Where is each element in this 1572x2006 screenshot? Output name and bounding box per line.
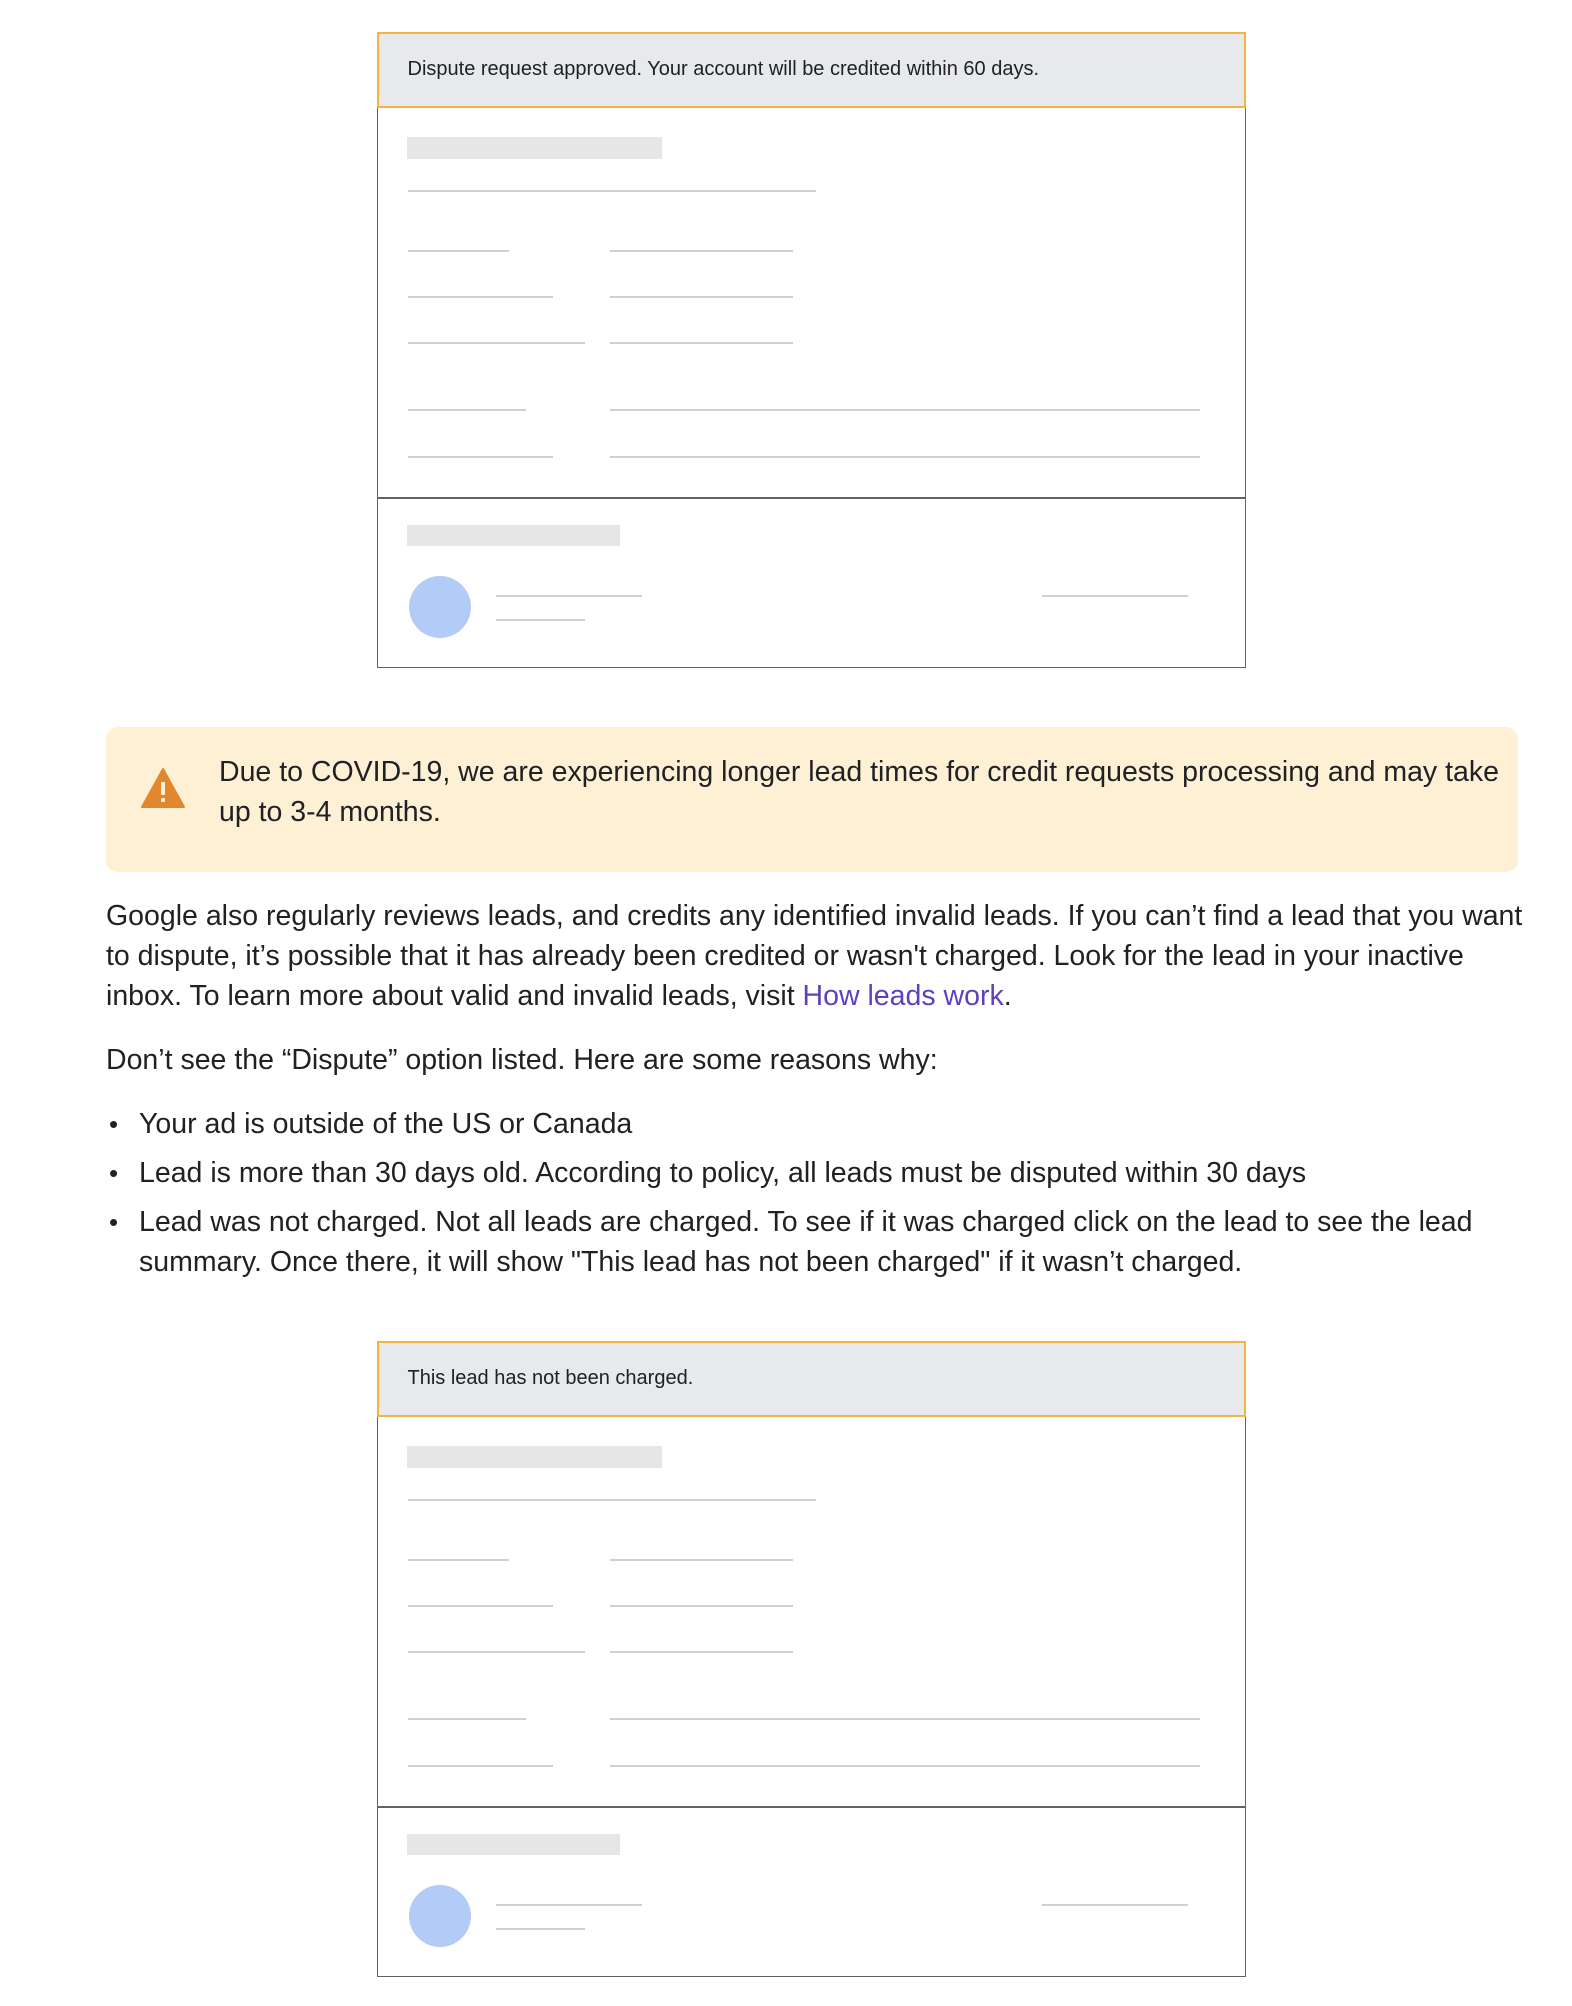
card-divider — [378, 1806, 1245, 1808]
placeholder-line — [408, 190, 816, 192]
placeholder-line — [408, 456, 553, 458]
list-item: • Your ad is outside of the US or Canada — [106, 1104, 1526, 1144]
list-item: • Lead is more than 30 days old. According to policy, all leads must be disputed within 30 days — [106, 1153, 1526, 1193]
placeholder-line — [408, 1651, 585, 1653]
card-divider — [378, 497, 1245, 499]
placeholder-line — [408, 409, 526, 411]
warning-triangle-icon — [140, 767, 186, 809]
placeholder-line — [610, 250, 793, 252]
placeholder-line — [496, 1904, 642, 1906]
placeholder-line — [408, 1499, 816, 1501]
lead-summary-card-approved — [377, 32, 1246, 668]
placeholder-line — [408, 1718, 526, 1720]
invalid-leads-paragraph — [106, 896, 1526, 1016]
placeholder-line — [496, 595, 642, 597]
callout-text: Due to COVID-19, we are experiencing longer lead times for credit requests processing and may take up to 3-4 months. — [219, 756, 1499, 828]
placeholder-line — [408, 342, 585, 344]
placeholder-line — [610, 409, 1200, 411]
placeholder-line — [408, 296, 553, 298]
banner-text: Dispute request approved. Your account will be credited within 60 days. — [407, 58, 1039, 80]
placeholder-title — [407, 1446, 662, 1468]
placeholder-line — [610, 1605, 793, 1607]
paragraph-text: Google also regularly reviews leads, and credits any identified invalid leads. If you can’t find a lead that you want to dispute, it’s possible that it has already been credited or wasn't charged. Look for the lead in your inactive inbox. To learn more about valid and invalid leads, visit — [106, 900, 1523, 1012]
avatar — [409, 1885, 471, 1947]
placeholder-line — [610, 1651, 793, 1653]
placeholder-line — [408, 1765, 553, 1767]
not-charged-banner — [377, 1341, 1246, 1417]
placeholder-line — [610, 1559, 793, 1561]
covid-notice-callout — [106, 727, 1518, 872]
placeholder-title — [407, 137, 662, 159]
paragraph-end: . — [1003, 980, 1012, 1012]
placeholder-line — [408, 250, 509, 252]
placeholder-line — [1042, 1904, 1188, 1906]
placeholder-line — [610, 342, 793, 344]
avatar — [409, 576, 471, 638]
list-item: • Lead was not charged. Not all leads are charged. To see if it was charged click on the lead to see the lead summary. Once there, it will show "This lead has not been charged" if it wasn’t charged. — [106, 1202, 1526, 1282]
reasons-list — [106, 1104, 1526, 1291]
banner-text: This lead has not been charged. — [407, 1367, 694, 1389]
placeholder-line — [408, 1605, 553, 1607]
placeholder-line — [610, 456, 1200, 458]
placeholder-line — [610, 296, 793, 298]
placeholder-section-title — [407, 1834, 620, 1855]
how-leads-work-link[interactable]: How leads work — [802, 980, 1004, 1012]
placeholder-line — [496, 619, 585, 621]
dispute-option-paragraph: Don’t see the “Dispute” option listed. Here are some reasons why: — [106, 1044, 938, 1076]
lead-summary-card-not-charged — [377, 1341, 1246, 1977]
placeholder-section-title — [407, 525, 620, 546]
placeholder-line — [408, 1559, 509, 1561]
placeholder-line — [610, 1718, 1200, 1720]
placeholder-line — [610, 1765, 1200, 1767]
placeholder-line — [496, 1928, 585, 1930]
dispute-approved-banner — [377, 32, 1246, 108]
placeholder-line — [1042, 595, 1188, 597]
